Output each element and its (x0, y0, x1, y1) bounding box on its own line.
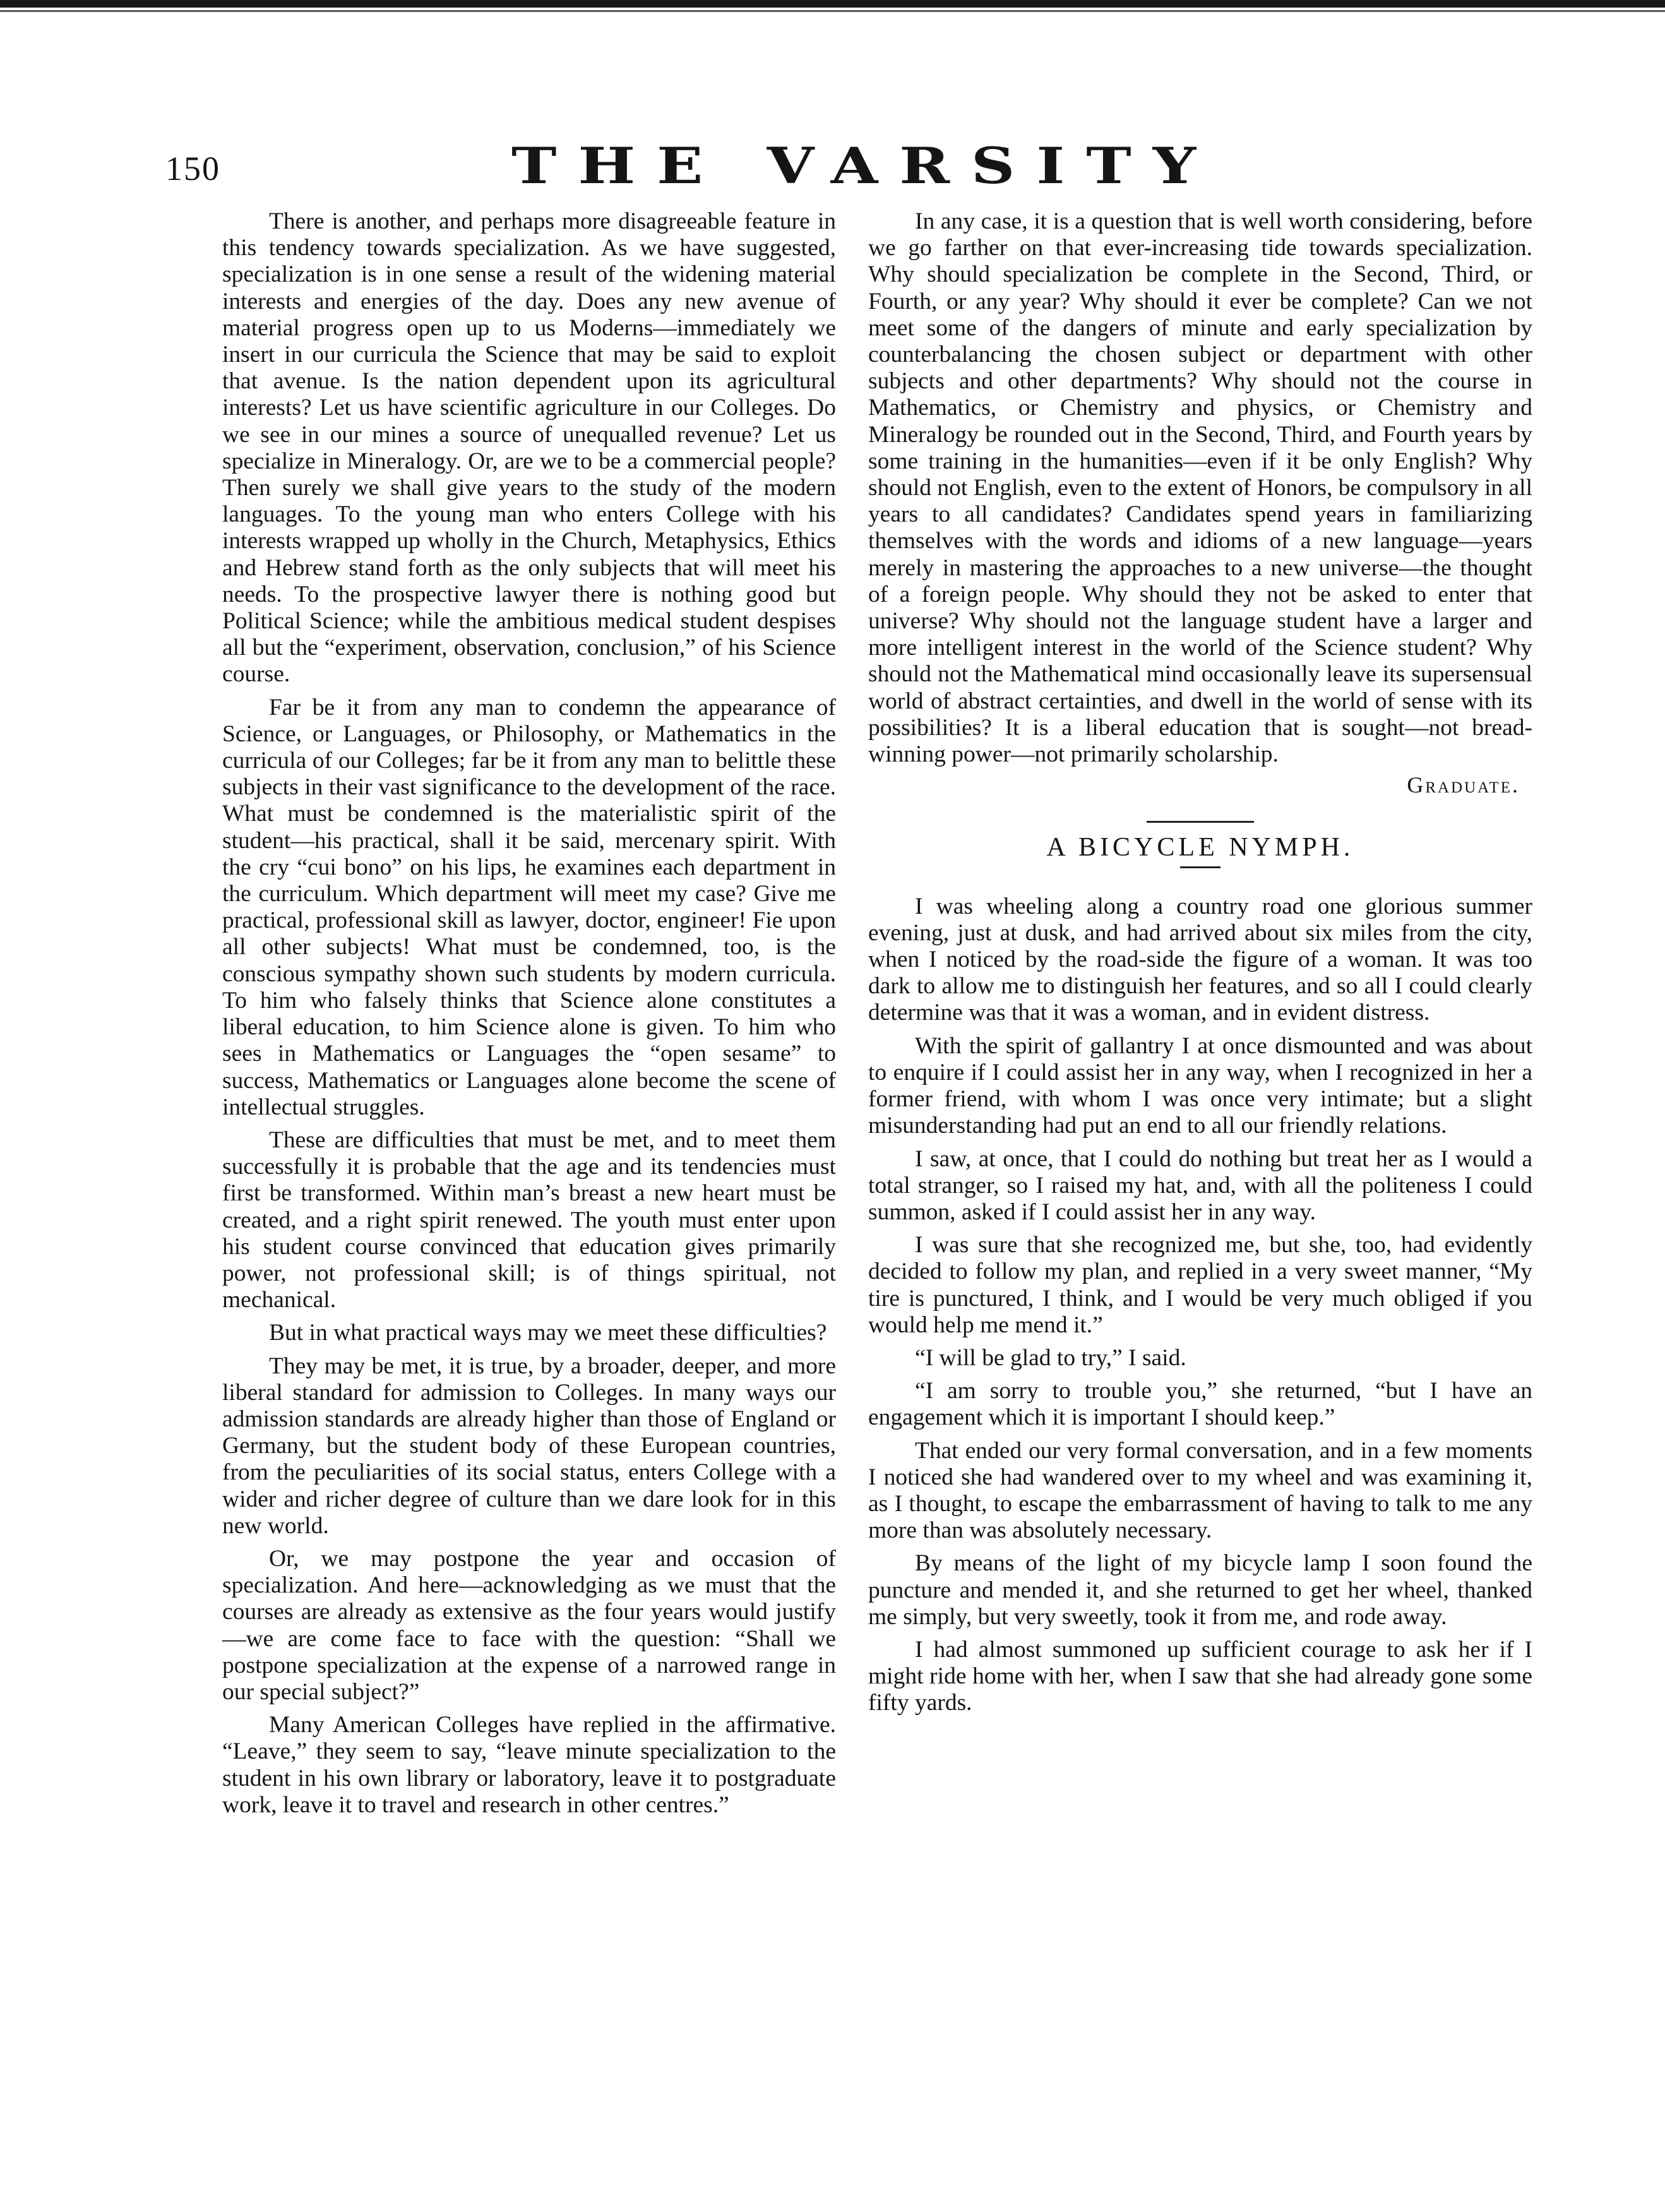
page-top-edge (0, 0, 1665, 8)
paragraph: There is another, and perhaps more disagreeable feature in this tendency towards specialization. As we have suggested, specialization is in one sense a result of the widening material interests and energies of the day. Does any new avenue of material progress open up to us Moderns—immediately we insert in our curricula the Science that may be said to exploit that avenue. Is the nation dependent upon its agricultural interests? Let us have scientific agriculture in our Colleges. Do we see in our mines a source of unequalled revenue? Let us specialize in Mineralogy. Or, are we to be a commercial people? Then surely we shall give years to the study of the modern languages. To the young man who enters College with his interests wrapped up wholly in the Church, Metaphysics, Ethics and Hebrew stand forth as the only subjects that will meet his needs. To the prospective lawyer there is nothing good but Political Science; while the ambitious medical student despises all but the “experiment, observation, conclusion,” of his Science course. (222, 208, 836, 688)
paragraph: Or, we may postpone the year and occasion of specialization. And here—acknowledging as we must that the courses are already as extensive as the four years would justify—we are come face to face with the question: “Shall we postpone specialization at the expense of a narrowed range in our special subject?” (222, 1545, 836, 1705)
story-paragraph: I had almost summoned up sufficient courage to ask her if I might ride home with her, when I saw that she had already gone some fifty yards. (868, 1636, 1532, 1716)
section-divider (1147, 821, 1254, 823)
left-column (222, 208, 836, 1819)
page-number: 150 (165, 150, 220, 188)
title-underline (1180, 866, 1220, 868)
author-signature: Graduate. (1407, 772, 1520, 798)
story-title: A BICYCLE NYMPH. (1046, 833, 1354, 863)
page-top-edge-line (0, 10, 1665, 12)
paragraph: They may be met, it is true, by a broader, deeper, and more liberal standard for admission to Colleges. In many ways our admission standards are already higher than those of England or Germany, but the student body of these European countries, from the peculiarities of its social status, enters College with a wider and richer degree of culture than we dare look for in this new world. (222, 1353, 836, 1539)
paragraph: But in what practical ways may we meet these difficulties? (269, 1320, 827, 1346)
story-paragraph: I was sure that she recognized me, but she, too, had evidently decided to follow my plan, and replied in a very sweet manner, “My tire is punctured, I think, and I would be very much obliged if you would help me mend it.” (868, 1232, 1532, 1338)
masthead-title: THE VARSITY (511, 136, 1218, 195)
story-paragraph: By means of the light of my bicycle lamp I soon found the puncture and mended it, and she returned to get her wheel, thanked me simply, but very sweetly, took it from me, and rode away. (868, 1550, 1532, 1630)
right-column (868, 208, 1532, 1717)
paragraph: These are difficulties that must be met, and to meet them successfully it is probable that the age and its tendencies must first be transformed. Within man’s breast a new heart must be created, and a right spirit renewed. The youth must enter upon his student course convinced that education gives primarily power, not professional skill; is of things spiritual, not mechanical. (222, 1127, 836, 1313)
story-paragraph: I saw, at once, that I could do nothing but treat her as I would a total stranger, so I raised my hat, and, with all the politeness I could summon, asked if I could assist her in any way. (868, 1145, 1532, 1225)
story-paragraph: “I am sorry to trouble you,” she returned, “but I have an engagement which it is important I should keep.” (868, 1378, 1532, 1431)
story-paragraph: “I will be glad to try,” I said. (915, 1344, 1186, 1371)
story-paragraph: That ended our very formal conversation, and in a few moments I noticed she had wandered over to my wheel and was examining it, as I thought, to escape the embarrassment of having to talk to me any more than was absolutely necessary. (868, 1437, 1532, 1544)
story-paragraph: I was wheeling along a country road one glorious summer evening, just at dusk, and had arrived about six miles from the city, when I noticed by the road-side the figure of a woman. It was too dark to allow me to distinguish her features, and so all I could clearly determine was that it was a woman, and in evident distress. (868, 893, 1532, 1026)
page-header (0, 136, 1665, 210)
paragraph: In any case, it is a question that is well worth considering, before we go farther on that ever-increasing tide towards specialization. Why should specialization be complete in the Second, Third, or Fourth, or any year? Why should it ever be complete? Can we not meet some of the dangers of minute and early specialization by counterbalancing the chosen subject or department with other subjects and other departments? Why should not the course in Mathematics, or Chemistry and physics, or Chemistry and Mineralogy be rounded out in the Second, Third, and Fourth years by some training in the humanities—even if it be only English? Why should not English, even to the extent of Honors, be compulsory in all years to all candidates? Candidates spend years in familiarizing themselves with the words and idioms of a new language—years merely in mastering the approaches to a new universe—the thought of a foreign people. Why should they not be asked to enter that universe? Why should not the language student have a larger and more intelligent interest in the world of the Science student? Why should not the Mathematical mind occasionally leave its supersensual world of abstract certainties, and dwell in the world of sense with its possibilities? It is a liberal education that is sought—not bread-winning power—not primarily scholarship. (868, 208, 1532, 768)
story-paragraph: With the spirit of gallantry I at once dismounted and was about to enquire if I could assist her in any way, when I recognized in her a former friend, with whom I was once very intimate; but a slight misunderstanding had put an end to all our friendly relations. (868, 1032, 1532, 1139)
paragraph: Far be it from any man to condemn the appearance of Science, or Languages, or Philosophy, or Mathematics in the curricula of our Colleges; far be it from any man to belittle these subjects in their vast significance to the development of the race. What must be condemned is the materialistic spirit of the student—his practical, shall it be said, mercenary spirit. With the cry “cui bono” on his lips, he examines each department in the curriculum. Which department will meet my case? Give me practical, professional skill as lawyer, doctor, engineer! Fie upon all other subjects! What must be condemned, too, is the conscious sympathy shown such students by modern curricula. To him who falsely thinks that Science alone constitutes a liberal education, to him Science alone is given. To him who sees in Mathematics or Languages the “open sesame” to success, Mathematics or Languages alone become the scene of intellectual struggles. (222, 694, 836, 1120)
paragraph: Many American Colleges have replied in the affirmative. “Leave,” they seem to say, “leave minute specialization to the student in his own library or laboratory, leave it to postgraduate work, leave it to travel and research in other centres.” (222, 1712, 836, 1818)
